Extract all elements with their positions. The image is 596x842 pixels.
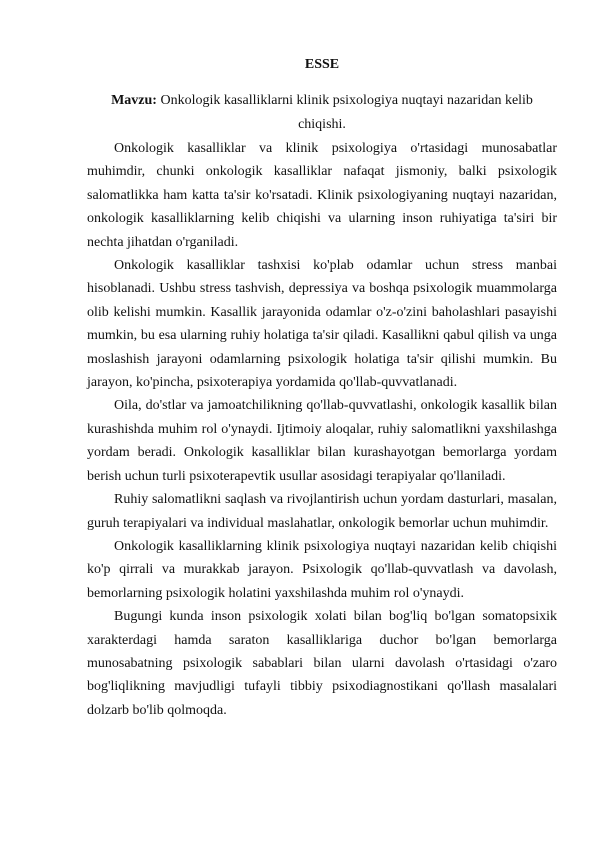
paragraph-2: Onkologik kasalliklar tashxisi ko'plab odamlar uchun stress manbai hisoblanadi. Ushbu stress tashvish, depressiya va boshqa psixologik muammolarga olib kelishi mumkin. Kasallik jarayonida odamlar o'z-o'zini baholashlari pasayishi mumkin, bu esa ularning ruhiy holatiga ta'sir qiladi. Kasallikni qabul qilish va unga moslashish jarayoni odamlarning psixologik holatiga ta'sir qilishi mumkin. Bu jarayon, ko'pincha, psixoterapiya yordamida qo'llab-quvvatlanadi. bbox=[87, 258, 557, 391]
topic-label: Mavzu: bbox=[111, 93, 157, 108]
essay-title: ESSE bbox=[304, 57, 340, 72]
essay-topic bbox=[87, 89, 557, 137]
topic-text: Onkologik kasalliklarni klinik psixologiya nuqtayi nazaridan kelib chiqishi. bbox=[156, 93, 533, 132]
paragraph-1: Onkologik kasalliklar va klinik psixologiya o'rtasidagi munosabatlar muhimdir, chunki onkologik kasalliklar nafaqat jismoniy, balki psixologik salomatlikka ham katta ta'sir ko'rsatadi. Klinik psixologiyaning nuqtayi nazaridan, onkologik kasalliklarning kelib chiqishi va ularning inson ruhiyatiga ta'siri bir nechta jihatdan o'rganiladi. bbox=[87, 141, 557, 250]
paragraph-6: Bugungi kunda inson psixologik xolati bilan bog'liq bo'lgan somatopsixik xarakterdagi hamda saraton kasalliklariga duchor bo'lgan bemorlarga munosabatning psixologik sabablari bilan ularni davolash o'rtasidagi o'zaro bog'liqlikning mavjudligi tufayli tibbiy psixodiagnostikani qo'llash masalalari dolzarb bo'lib qolmoqda. bbox=[87, 609, 557, 718]
essay-page bbox=[87, 56, 557, 722]
paragraph-3: Oila, do'stlar va jamoatchilikning qo'llab-quvvatlashi, onkologik kasallik bilan kurashishda muhim rol o'ynaydi. Ijtimoiy aloqalar, ruhiy salomatlikni yaxshilashga yordam beradi. Onkologik kasalliklar bilan kurashayotgan bemorlarga yordam berish uchun turli psixoterapevtik usullar asosidagi terapiyalar qo'llaniladi. bbox=[87, 398, 557, 484]
paragraph-4: Ruhiy salomatlikni saqlash va rivojlantirish uchun yordam dasturlari, masalan, guruh terapiyalari va individual maslahatlar, onkologik bemorlar uchun muhimdir. bbox=[87, 492, 557, 531]
paragraph-5: Onkologik kasalliklarning klinik psixologiya nuqtayi nazaridan kelib chiqishi ko'p qirrali va murakkab jarayon. Psixologik qo'llab-quvvatlash va davolash, bemorlarning psixologik holatini yaxshilashda muhim rol o'ynaydi. bbox=[87, 538, 557, 601]
